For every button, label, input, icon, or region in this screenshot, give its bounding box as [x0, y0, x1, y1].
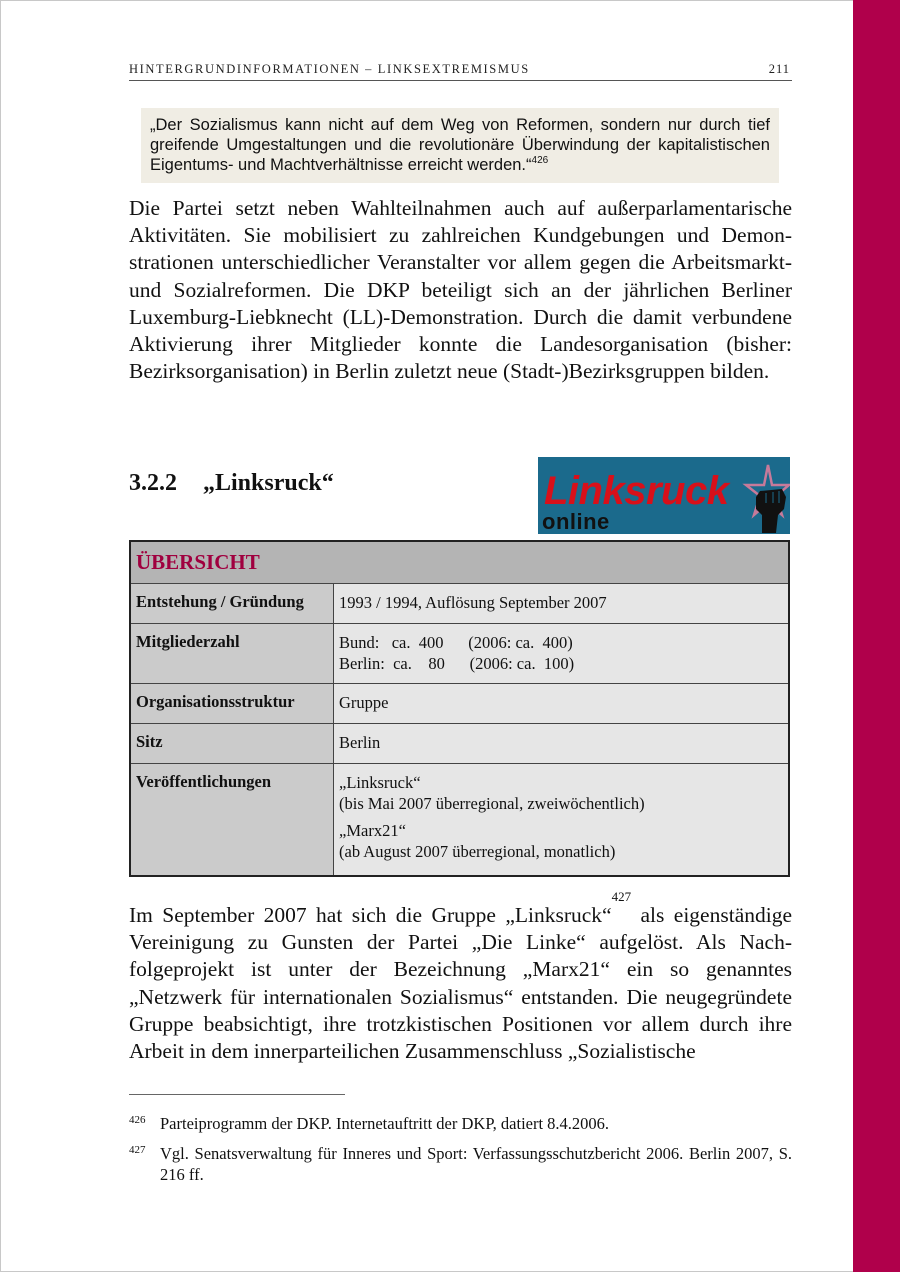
publication-name: „Linksruck“	[339, 773, 421, 792]
row-label: Sitz	[130, 724, 334, 764]
section-number: 3.2.2	[129, 470, 177, 496]
publication-name: „Marx21“	[339, 821, 406, 840]
table-row	[130, 624, 789, 684]
footnote-number: 426	[129, 1114, 146, 1126]
row-label: Veröffentlichungen	[130, 764, 334, 876]
overview-heading: ÜBERSICHT	[136, 550, 260, 574]
footnote-ref-427[interactable]: 427	[611, 889, 632, 904]
paragraph-2	[129, 889, 793, 1065]
table-row	[130, 684, 789, 724]
quote-body: „Der Sozialismus kann nicht auf dem Weg von Reformen, sondern nur durch tief greifende Umgestaltungen und die revolutionäre Überwindung der kapitalistischen Eigentums- und Machtverhältnisse erreicht werden.“	[150, 116, 770, 174]
paragraph-2-rest: als eigenständige Vereinigung zu Gunsten der Partei „Die Linke“ aufgelöst. Als Nachfolgeprojekt ist unter der Bezeichnung „Marx21“ ein so genanntes „Netzwerk für internationalen Sozialismus“ entstanden. Die neugegründete Gruppe beabsichtigt, ihre trotzkistischen Positionen vor allem durch ihre Arbeit in dem innerparteilichen Zusammenschluss „Sozialistische	[129, 903, 793, 1064]
paragraph-2-start: Im September 2007 hat sich die Gruppe „Linksruck“	[129, 903, 612, 927]
logo-sub-text: online	[542, 509, 610, 534]
row-label: Entstehung / Gründung	[130, 584, 334, 624]
section-heading	[129, 470, 334, 497]
overview-heading-cell	[130, 541, 789, 584]
publication-item	[339, 772, 783, 814]
quote-text	[150, 115, 770, 175]
member-count-berlin: Berlin: ca. 80 (2006: ca. 100)	[339, 654, 575, 673]
page-number: 211	[768, 62, 790, 76]
row-value: Gruppe	[334, 684, 790, 724]
footnote-427	[129, 1143, 792, 1185]
section-title: „Linksruck“	[203, 470, 334, 496]
publication-detail: (bis Mai 2007 überregional, zweiwöchentlich)	[339, 794, 645, 813]
row-value	[334, 764, 790, 876]
table-row	[130, 584, 789, 624]
footnote-426	[129, 1113, 792, 1134]
linksruck-logo	[538, 457, 790, 534]
row-value	[334, 624, 790, 684]
row-label: Mitgliederzahl	[130, 624, 334, 684]
overview-table	[129, 540, 790, 877]
star-fist-icon	[738, 463, 790, 533]
footnote-divider	[129, 1094, 345, 1095]
table-row	[130, 764, 789, 876]
paragraph-1: Die Partei setzt neben Wahlteilnahmen auch auf außerparlamentarische Aktivitäten. Sie mobilisiert zu zahlreichen Kundgebungen und Demonstrationen unterschiedlicher Veranstalter vor allem gegen die Arbeitsmarkt- und Sozialreformen. Die DKP beteiligt sich an der jährlichen Berliner Luxemburg-Liebknecht (LL)-Demonstration. Durch die damit verbundene Aktivierung ihrer Mitglieder konnte die Landesorganisation (bisher: Bezirksorganisation) in Berlin zuletzt neue (Stadt-)Bezirksgruppen bilden.	[129, 196, 792, 384]
row-value: Berlin	[334, 724, 790, 764]
footnote-number: 427	[129, 1144, 146, 1156]
member-count-bund: Bund: ca. 400 (2006: ca. 400)	[339, 633, 573, 652]
row-label: Organisationsstruktur	[130, 684, 334, 724]
logo-main-text: Linksruck	[544, 469, 729, 513]
footnote-text: Parteiprogramm der DKP. Internetauftritt der DKP, datiert 8.4.2006.	[160, 1114, 610, 1133]
accent-side-bar	[853, 0, 900, 1272]
row-value: 1993 / 1994, Auflösung September 2007	[334, 584, 790, 624]
footnote-ref-426[interactable]: 426	[531, 155, 549, 166]
publication-item	[339, 820, 783, 862]
footnote-text: Vgl. Senatsverwaltung für Inneres und Sport: Verfassungsschutzbericht 2006. Berlin 2007, S. 216 ff.	[160, 1144, 792, 1184]
publication-detail: (ab August 2007 überregional, monatlich)	[339, 842, 616, 861]
header-title: HINTERGRUNDINFORMATIONEN – LINKSEXTREMISMUS	[129, 62, 530, 76]
table-row	[130, 724, 789, 764]
running-header	[129, 62, 792, 81]
quote-box	[141, 108, 779, 183]
